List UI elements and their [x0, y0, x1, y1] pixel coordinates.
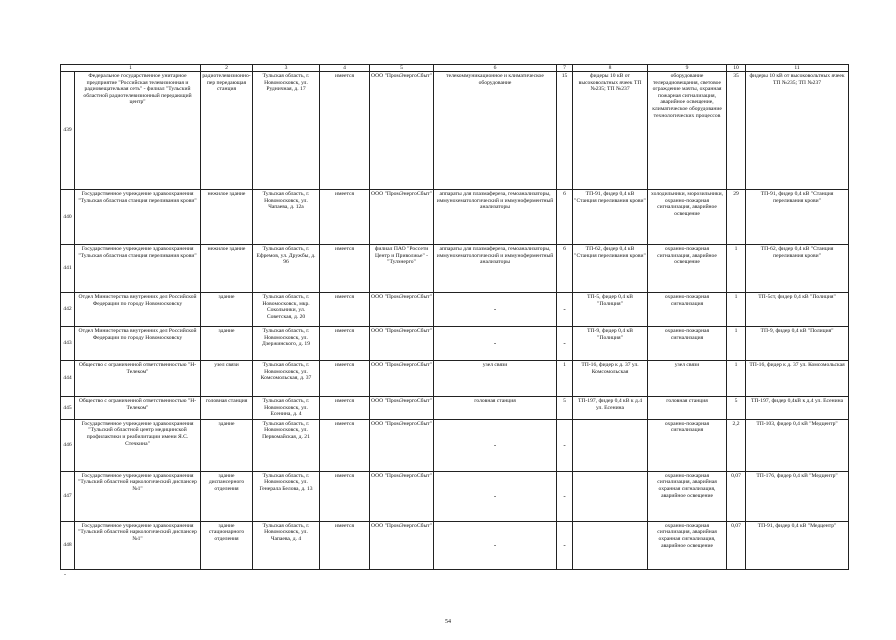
consumers-cell: охранно-пожарная сигнализация, аварийная охранная сигнализация, аварийное освещение	[648, 521, 727, 569]
backup-power-cell: 1	[727, 293, 746, 327]
object-type-cell: здание стационарного отделения	[201, 521, 253, 569]
feeder-cell: ТП-91, фидер 0,4 кВ "Станция переливания крови"	[573, 190, 648, 245]
backup-feeder-cell: ТП-103, фидер 0,4 кВ "Медцентр"	[746, 419, 849, 471]
address-cell: Тульская область, г. Новомосковск, ул. Комсомольская, д. 37	[253, 361, 320, 397]
address-cell: Тульская область, г. Новомосковск, мкр. Сокольники, ул. Советская, д. 20	[253, 293, 320, 327]
row-number-cell: 443	[61, 327, 75, 361]
column-header: 4	[320, 65, 370, 72]
organization-name-cell: Отдел Министерства внутренних дел Российской Федерации по городу Новомосковску	[75, 327, 201, 361]
backup-feeder-cell: ТП-176, фидер 0,4 кВ "Медцентр"	[746, 471, 849, 521]
address-cell: Тульская область, г. Ефремов, ул. Дружбы, д. 96	[253, 245, 320, 293]
column-number-row	[61, 65, 849, 72]
table-row	[61, 397, 849, 420]
table-row	[61, 419, 849, 471]
table-row	[61, 72, 849, 190]
organization-name-cell: Государственное учреждение здравоохранения "Тульская областная станция переливания крови"	[75, 245, 201, 293]
row-number-cell: 445	[61, 397, 75, 420]
row-number-cell: 446	[61, 419, 75, 471]
equipment-cell: -	[434, 327, 557, 361]
feeder-cell: ТП-16, фидер к д. 37 ул. Комсомольская	[573, 361, 648, 397]
organization-name-cell: Общество с ограниченной ответственностью "Н-Телеком"	[75, 361, 201, 397]
power-cell: 6	[557, 245, 573, 293]
power-cell: 6	[557, 190, 573, 245]
feeder-cell	[573, 471, 648, 521]
object-type-cell: здание	[201, 293, 253, 327]
table-row	[61, 471, 849, 521]
table-row	[61, 521, 849, 569]
organization-name-cell: Федеральное государственное унитарное предприятие "Российская телевизионная и радиовещательная сеть" - филиал "Тульский областной радиотелевизионный передающий центр"	[75, 72, 201, 190]
row-number-cell: 447	[61, 471, 75, 521]
row-number-cell: 444	[61, 361, 75, 397]
organization-name-cell: Государственное учреждение здравоохранения "Тульский областной центр медицинской профилактики и реабилитации имени Я.С. Стечкина"	[75, 419, 201, 471]
equipment-cell: -	[434, 471, 557, 521]
row-number-cell: 442	[61, 293, 75, 327]
feeder-cell: ТП-9, фидер 0,4 кВ "Полиция"	[573, 327, 648, 361]
availability-cell: имеется	[320, 72, 370, 190]
supplier-cell: ООО "ПромЭнергоСбыт"	[370, 521, 434, 569]
organization-name-cell: Общество с ограниченной ответственностью "Н-Телеком"	[75, 397, 201, 420]
backup-feeder-cell: ТП-197, фидер 0,4кВ к д.4 ул. Есенина	[746, 397, 849, 420]
power-cell: 1	[557, 361, 573, 397]
supplier-cell: ООО "ПромЭнергоСбыт"	[370, 471, 434, 521]
availability-cell: имеется	[320, 327, 370, 361]
object-type-cell: узел связи	[201, 361, 253, 397]
availability-cell: имеется	[320, 471, 370, 521]
table-body	[61, 72, 849, 570]
feeder-cell: ТП-5, фидер 0,4 кВ "Полиция"	[573, 293, 648, 327]
feeder-cell: ТП-62, фидер 0,4 кВ "Станция переливания крови"	[573, 245, 648, 293]
object-type-cell: здание диспансерного отделения	[201, 471, 253, 521]
availability-cell: имеется	[320, 397, 370, 420]
backup-feeder-cell: ТП-91, фидер 0,4 кВ "Медцентр"	[746, 521, 849, 569]
equipment-cell: -	[434, 293, 557, 327]
row-number-cell: 448	[61, 521, 75, 569]
availability-cell: имеется	[320, 361, 370, 397]
power-cell: -	[557, 471, 573, 521]
column-header: 6	[434, 65, 557, 72]
backup-power-cell: 2,2	[727, 419, 746, 471]
column-header: 2	[201, 65, 253, 72]
object-type-cell: нежилое здание	[201, 245, 253, 293]
document-sheet	[60, 64, 848, 570]
availability-cell: имеется	[320, 419, 370, 471]
row-number-cell: 440	[61, 190, 75, 245]
supplier-cell: ООО "ПромЭнергоСбыт"	[370, 190, 434, 245]
equipment-cell: -	[434, 521, 557, 569]
availability-cell: имеется	[320, 293, 370, 327]
feeder-cell	[573, 521, 648, 569]
organization-name-cell: Государственное учреждение здравоохранения "Тульский областной наркологический диспансер №1"	[75, 471, 201, 521]
backup-feeder-cell: ТП-5ст, фидер 0,4 кВ "Полиция"	[746, 293, 849, 327]
column-header: 8	[573, 65, 648, 72]
equipment-cell: узел связи	[434, 361, 557, 397]
column-header: 5	[370, 65, 434, 72]
power-cell: -	[557, 327, 573, 361]
backup-power-cell: 0,07	[727, 521, 746, 569]
address-cell: Тульская область, г. Новомосковск, ул. Чапаева, д. 4	[253, 521, 320, 569]
equipment-cell: головная станция	[434, 397, 557, 420]
power-cell: -	[557, 419, 573, 471]
feeder-cell: фидеры 10 кВ от высоковольтных ячеек ТП №235; ТП №237	[573, 72, 648, 190]
feeder-cell	[573, 419, 648, 471]
table-row	[61, 245, 849, 293]
table-row	[61, 361, 849, 397]
availability-cell: имеется	[320, 190, 370, 245]
table-row	[61, 190, 849, 245]
backup-power-cell: 35	[727, 72, 746, 190]
backup-feeder-cell: ТП-16, фидер к д. 37 ул. Комсомольская	[746, 361, 849, 397]
object-type-cell: головная станция	[201, 397, 253, 420]
page-number: 54	[445, 619, 451, 625]
address-cell: Тульская область, г. Новомосковск, ул. Первомайская, д. 21	[253, 419, 320, 471]
column-header: 10	[727, 65, 746, 72]
availability-cell: имеется	[320, 245, 370, 293]
table-row	[61, 293, 849, 327]
consumers-cell: охранно-пожарная сигнализация	[648, 419, 727, 471]
backup-feeder-cell: ТП-9, фидер 0,4 кВ "Полиция"	[746, 327, 849, 361]
column-header: 7	[557, 65, 573, 72]
column-header: 9	[648, 65, 727, 72]
consumers-cell: охранно-пожарная сигнализация, аварийная охранная сигнализация, аварийное освещение	[648, 471, 727, 521]
equipment-cell: -	[434, 419, 557, 471]
column-header: 11	[746, 65, 849, 72]
backup-power-cell: 0,07	[727, 471, 746, 521]
object-type-cell: здание	[201, 419, 253, 471]
object-type-cell: здание	[201, 327, 253, 361]
address-cell: Тульская область, г. Новомосковск, ул. Чапаева, д. 12а	[253, 190, 320, 245]
power-cell: 5	[557, 397, 573, 420]
corner-mark: -	[64, 572, 66, 578]
power-cell: -	[557, 293, 573, 327]
backup-feeder-cell: фидеры 10 кВ от высоковольтных ячеек ТП №235; ТП №237	[746, 72, 849, 190]
supplier-cell: ООО "ПромЭнергоСбыт"	[370, 327, 434, 361]
consumers-cell: охранно-пожарная сигнализация, аварийное освещение	[648, 245, 727, 293]
organization-name-cell: Государственное учреждение здравоохранения "Тульская областная станция переливания крови"	[75, 190, 201, 245]
supplier-cell: ООО "ПромЭнергоСбыт"	[370, 72, 434, 190]
supplier-cell: ООО "ПромЭнергоСбыт"	[370, 293, 434, 327]
supplier-cell: филиал ПАО "Россети Центр и Приволжье" - "Тулэнерго"	[370, 245, 434, 293]
backup-feeder-cell: ТП-91, фидер 0,4 кВ "Станция переливания крови"	[746, 190, 849, 245]
power-cell: -	[557, 521, 573, 569]
object-type-cell: радиотелевизионно-пер передающая станция	[201, 72, 253, 190]
backup-power-cell: 5	[727, 397, 746, 420]
equipment-cell: телекоммуникационное и климатическое оборудование	[434, 72, 557, 190]
organization-name-cell: Отдел Министерства внутренних дел Российской Федерации по городу Новомосковску	[75, 293, 201, 327]
address-cell: Тульская область, г. Новомосковск, ул. Генерала Белова, д. 13	[253, 471, 320, 521]
consumers-cell: узел связи	[648, 361, 727, 397]
consumers-cell: охранно-пожарная сигнализация	[648, 327, 727, 361]
supplier-cell: ООО "ПромЭнергоСбыт"	[370, 397, 434, 420]
address-cell: Тульская область, г. Новомосковск, ул. Есенина, д. 4	[253, 397, 320, 420]
column-header: 1	[61, 65, 201, 72]
backup-power-cell: 1	[727, 245, 746, 293]
backup-power-cell: 1	[727, 327, 746, 361]
consumers-cell: оборудование телерадиовещания, световое ограждение мачты, охранная пожарная сигнализация, аварийное освещение, климатическое оборудование технологических процессов	[648, 72, 727, 190]
column-header: 3	[253, 65, 320, 72]
data-table	[60, 64, 849, 570]
supplier-cell: ООО "ПромЭнергоСбыт"	[370, 361, 434, 397]
object-type-cell: нежилое здание	[201, 190, 253, 245]
consumers-cell: охранно-пожарная сигнализация	[648, 293, 727, 327]
feeder-cell: ТП-197, фидер 0,4 кВ к д.4 ул. Есенина	[573, 397, 648, 420]
consumers-cell: холодильники, морозильники, охранно-пожарная сигнализация, аварийное освещение	[648, 190, 727, 245]
equipment-cell: аппараты для плазмафереза, гемоанализаторы, иммунохематологический и иммуноферментный анализаторы	[434, 190, 557, 245]
address-cell: Тульская область, г. Новомосковск, ул. Рудничная, д. 17	[253, 72, 320, 190]
address-cell: Тульская область, г. Новомосковск, ул. Дзержинского, д. 19	[253, 327, 320, 361]
power-cell: 15	[557, 72, 573, 190]
supplier-cell: ООО "ПромЭнергоСбыт"	[370, 419, 434, 471]
consumers-cell: головная станция	[648, 397, 727, 420]
row-number-cell: 439	[61, 72, 75, 190]
availability-cell: имеется	[320, 521, 370, 569]
equipment-cell: аппараты для плазмафереза, гемоанализаторы, иммунохематологический и иммуноферментный анализаторы	[434, 245, 557, 293]
backup-feeder-cell: ТП-62, фидер 0,4 кВ "Станция переливания крови"	[746, 245, 849, 293]
row-number-cell: 441	[61, 245, 75, 293]
backup-power-cell: 1	[727, 361, 746, 397]
table-row	[61, 327, 849, 361]
organization-name-cell: Государственное учреждение здравоохранения "Тульский областной наркологический диспансер №1"	[75, 521, 201, 569]
backup-power-cell: 29	[727, 190, 746, 245]
